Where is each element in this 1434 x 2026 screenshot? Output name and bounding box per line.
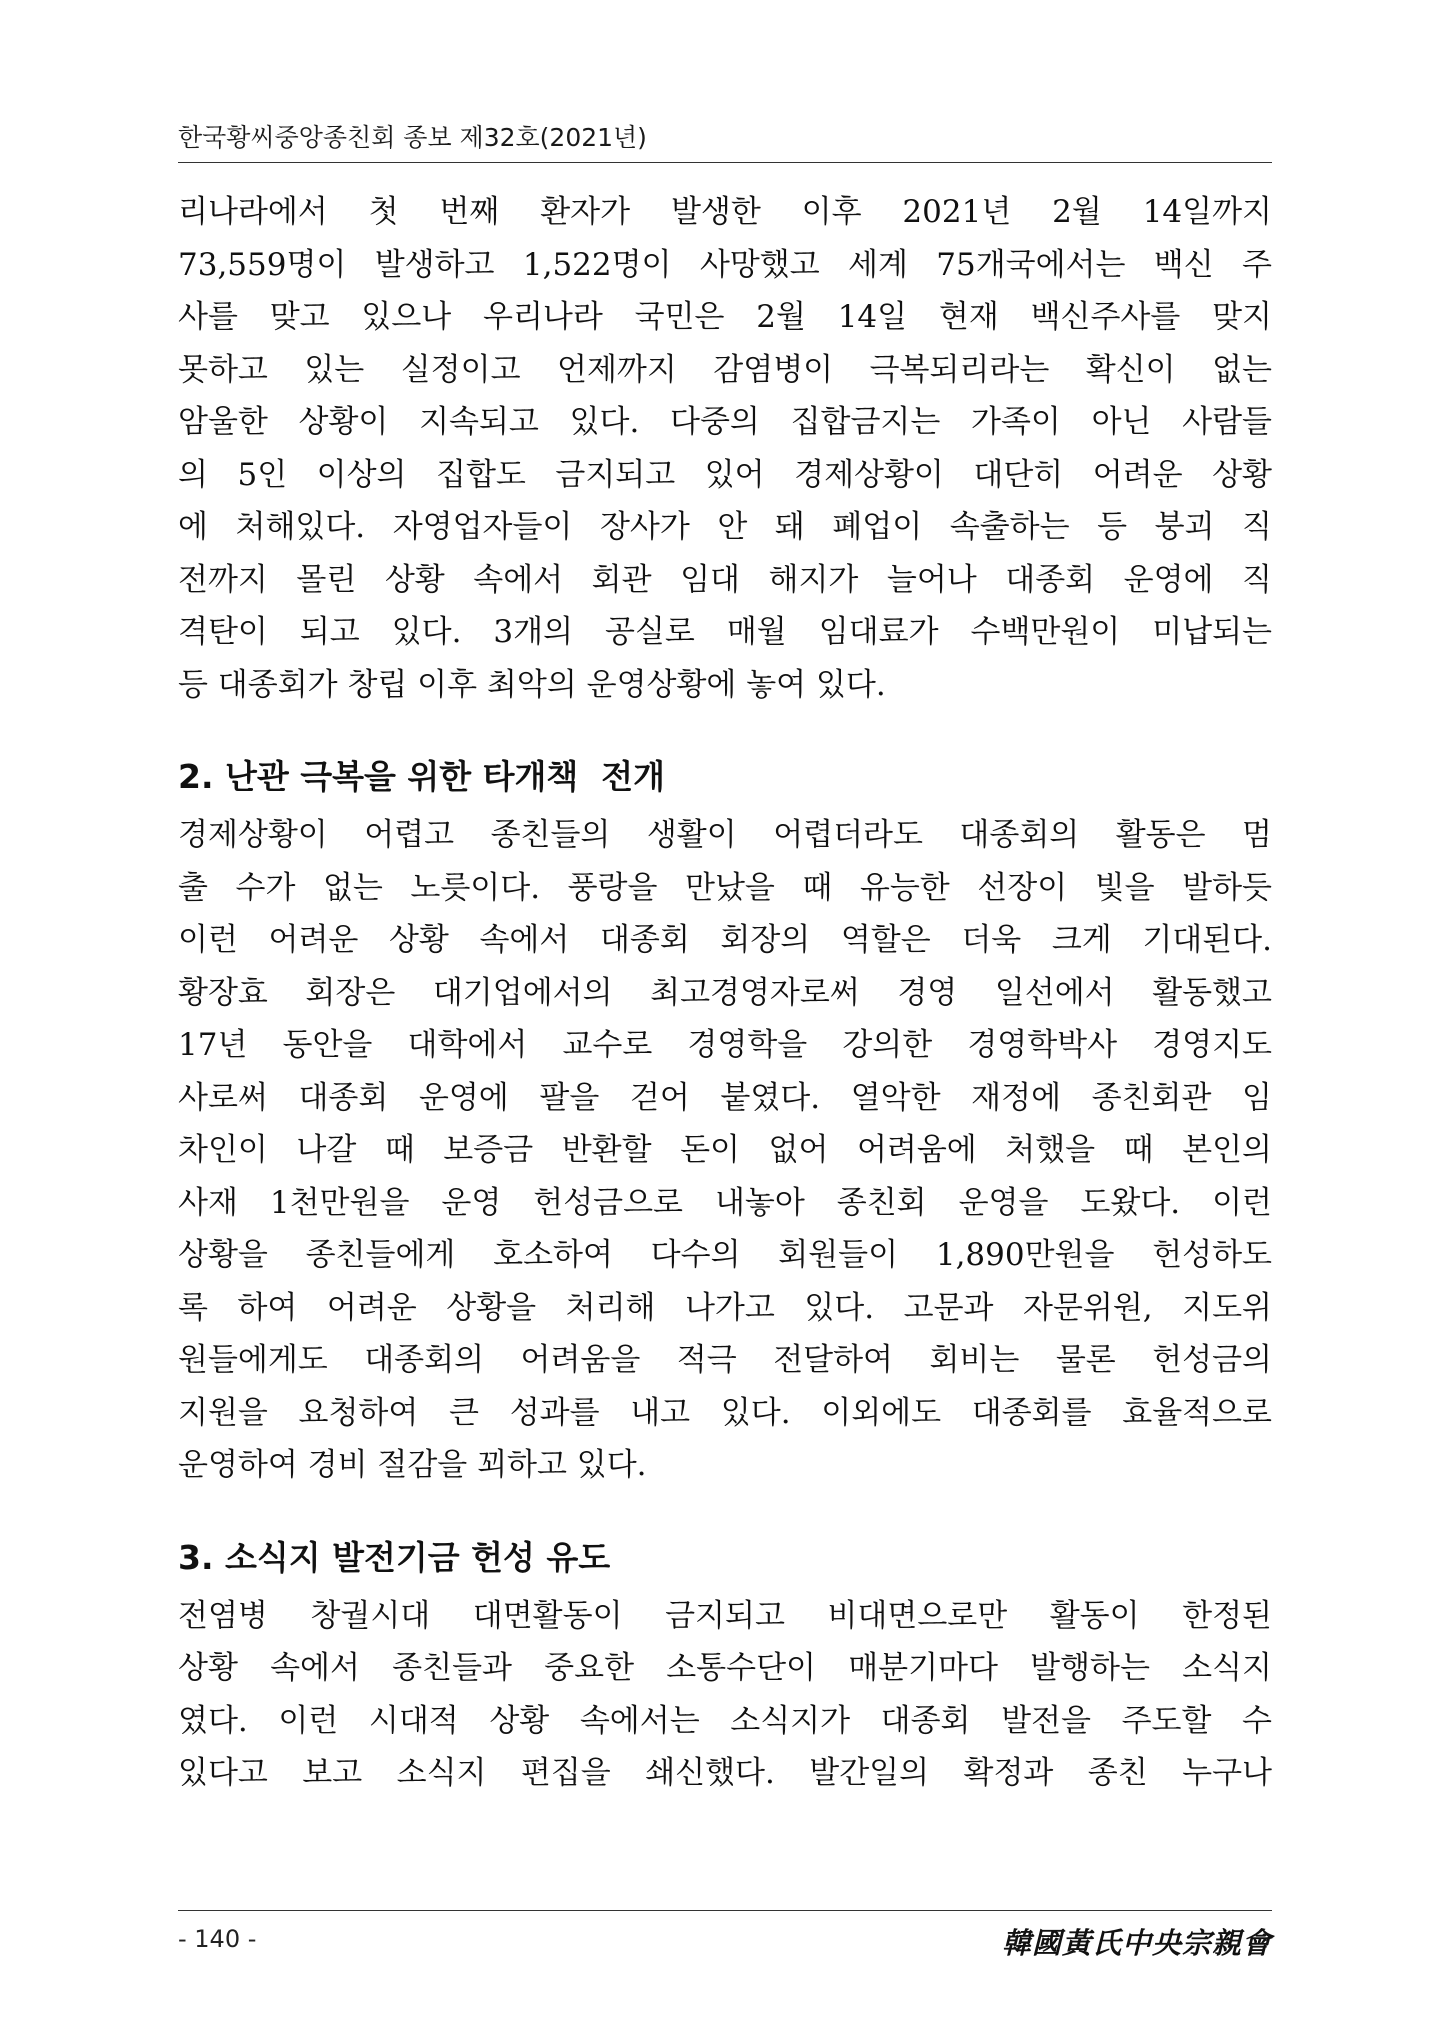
text-line: 황장효 회장은 대기업에서의 최고경영자로써 경영 일선에서 활동했고: [178, 974, 1272, 1011]
text-line: 사를 맞고 있으나 우리나라 국민은 2월 14일 현재 백신주사를 맞지: [178, 299, 1272, 335]
section-3-heading: 3. 소식지 발전기금 헌성 유도: [178, 1537, 611, 1577]
text-line: 73,559명이 발생하고 1,522명이 사망했고 세계 75개국에서는 백신 주: [178, 246, 1272, 283]
text-line: 원들에게도 대종회의 어려움을 적극 전달하여 회비는 물론 헌성금의: [178, 1342, 1272, 1378]
publication-title: 한국황씨중앙종친회 종보 제32호(2021년): [178, 123, 647, 152]
page-number: - 140 -: [178, 1925, 257, 1953]
text-line: 격탄이 되고 있다. 3개의 공실로 매월 임대료가 수백만원이 미납되는: [178, 614, 1272, 650]
section-3-body: [178, 1590, 1272, 1800]
page-header: [178, 114, 1272, 163]
text-line: 리나라에서 첫 번째 환자가 발생한 이후 2021년 2월 14일까지: [178, 194, 1272, 230]
text-line: 의 5인 이상의 집합도 금지되고 있어 경제상황이 대단히 어려운 상황: [178, 456, 1272, 493]
text-line: 차인이 나갈 때 보증금 반환할 돈이 없어 어려움에 처했을 때 본인의: [178, 1132, 1272, 1168]
text-line: 못하고 있는 실정이고 언제까지 감염병이 극복되리라는 확신이 없는: [178, 351, 1272, 388]
text-line: 운영하여 경비 절감을 꾀하고 있다.: [178, 1447, 647, 1483]
text-line: 있다고 보고 소식지 편집을 쇄신했다. 발간일의 확정과 종친 누구나: [178, 1755, 1272, 1791]
text-line: 경제상황이 어렵고 종친들의 생활이 어렵더라도 대종회의 활동은 멈: [178, 817, 1272, 853]
text-line: 등 대종회가 창립 이후 최악의 운영상황에 놓여 있다.: [178, 666, 886, 703]
text-line: 이런 어려운 상황 속에서 대종회 회장의 역할은 더욱 크게 기대된다.: [178, 922, 1272, 958]
section-2-body: [178, 809, 1272, 1492]
text-line: 사재 1천만원을 운영 헌성금으로 내놓아 종친회 운영을 도왔다. 이런: [178, 1184, 1272, 1221]
section-2-heading: 2. 난관 극복을 위한 타개책 전개: [178, 757, 665, 796]
text-line: 암울한 상황이 지속되고 있다. 다중의 집합금지는 가족이 아닌 사람들: [178, 404, 1272, 440]
intro-paragraph: [178, 186, 1272, 711]
society-name-logo: 韓國黃氏中央宗親會: [1001, 1926, 1272, 1960]
text-line: 전까지 몰린 상황 속에서 회관 임대 해지가 늘어나 대종회 운영에 직: [178, 561, 1272, 598]
page-content: [178, 186, 1272, 1800]
text-line: 상황을 종친들에게 호소하여 다수의 회원들이 1,890만원을 헌성하도: [178, 1237, 1272, 1273]
text-line: 전염병 창궐시대 대면활동이 금지되고 비대면으로만 활동이 한정된: [178, 1597, 1272, 1634]
page-footer: [178, 1910, 1272, 1971]
text-line: 사로써 대종회 운영에 팔을 걷어 붙였다. 열악한 재정에 종친회관 임: [178, 1079, 1272, 1116]
text-line: 출 수가 없는 노릇이다. 풍랑을 만났을 때 유능한 선장이 빛을 발하듯: [178, 869, 1272, 906]
text-line: 에 처해있다. 자영업자들이 장사가 안 돼 폐업이 속출하는 등 붕괴 직: [178, 509, 1272, 545]
text-line: 록 하여 어려운 상황을 처리해 나가고 있다. 고문과 자문위원, 지도위: [178, 1289, 1272, 1326]
text-line: 상황 속에서 종친들과 중요한 소통수단이 매분기마다 발행하는 소식지: [178, 1650, 1272, 1686]
text-line: 였다. 이런 시대적 상황 속에서는 소식지가 대종회 발전을 주도할 수: [178, 1702, 1272, 1739]
text-line: 지원을 요청하여 큰 성과를 내고 있다. 이외에도 대종회를 효율적으로: [178, 1394, 1272, 1431]
text-line: 17년 동안을 대학에서 교수로 경영학을 강의한 경영학박사 경영지도: [178, 1027, 1272, 1063]
